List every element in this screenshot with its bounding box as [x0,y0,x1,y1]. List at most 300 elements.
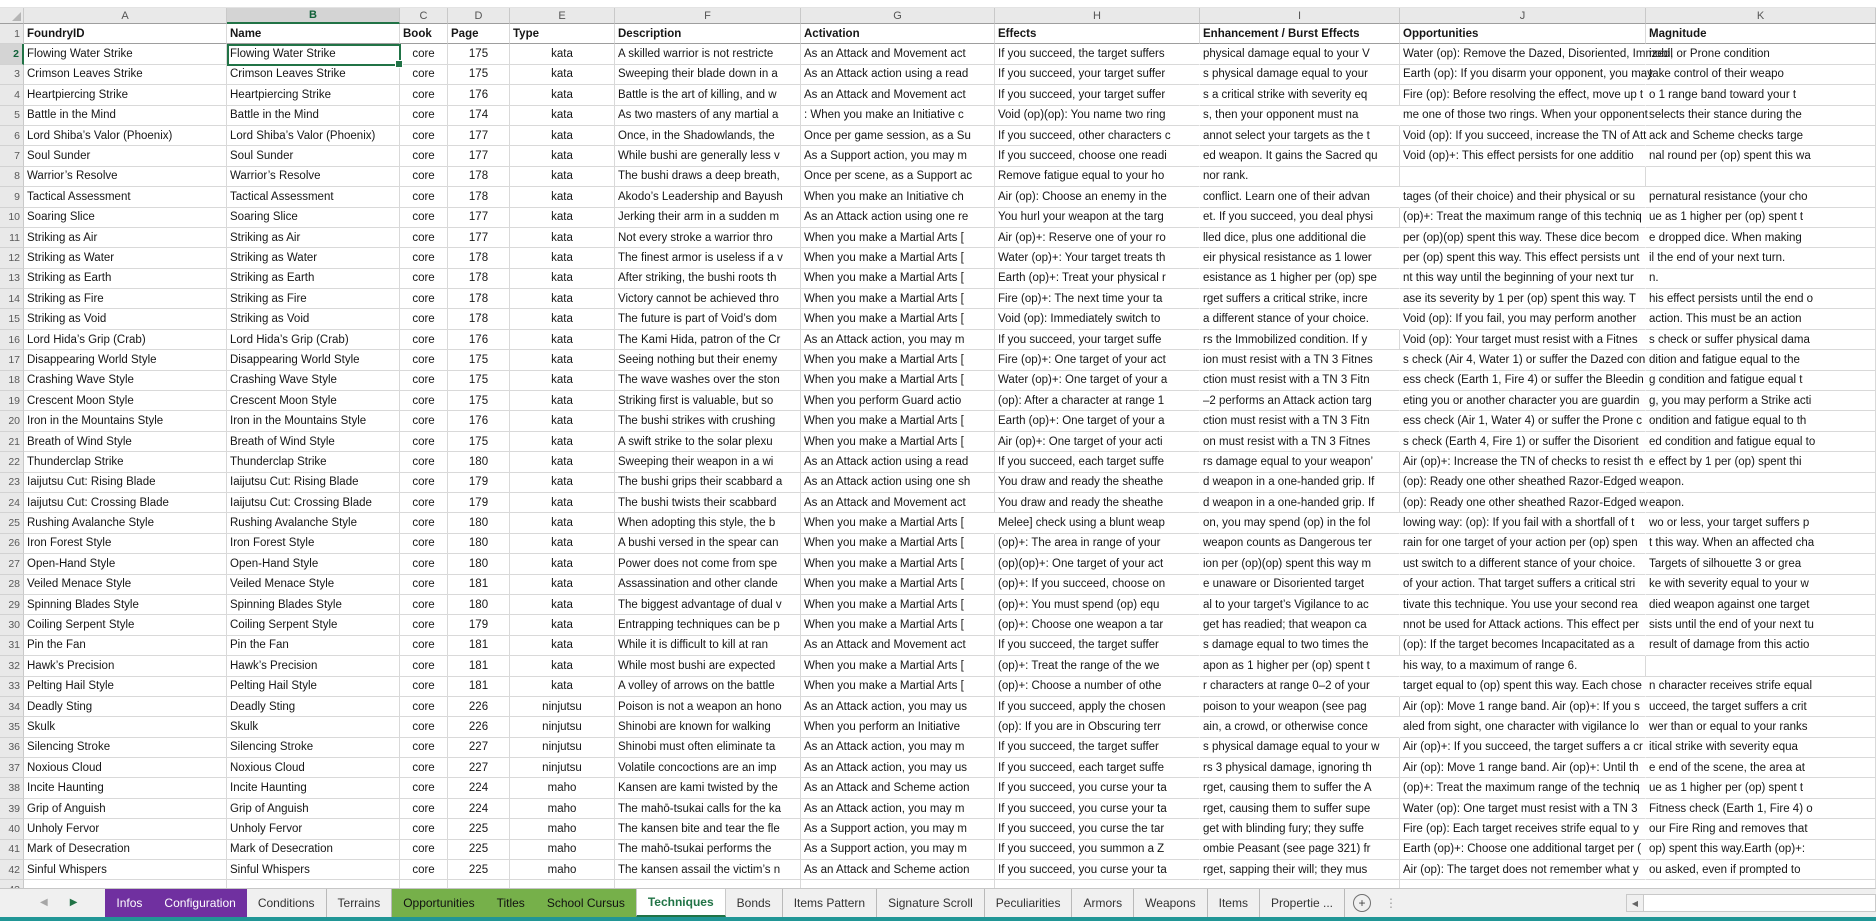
cell-D8[interactable]: 178 [448,167,510,187]
cell-D19[interactable]: 175 [448,391,510,411]
cell-H3[interactable]: If you succeed, your target suffer [995,65,1200,85]
cell-K8[interactable] [1646,167,1876,187]
cell-E37[interactable]: ninjutsu [510,758,615,778]
cell-J23[interactable]: (op): Ready one other sheathed Razor-Edged w [1400,473,1646,493]
cell-C41[interactable]: core [400,840,448,860]
cell-E5[interactable]: kata [510,106,615,126]
cell-D34[interactable]: 226 [448,697,510,717]
cell-I12[interactable]: eir physical resistance as 1 lower [1200,248,1400,268]
row-header-1[interactable]: 1 [0,24,24,44]
cell-H39[interactable]: If you succeed, you curse your ta [995,799,1200,819]
cell-K3[interactable]: take control of their weapo [1646,65,1876,85]
cell-D23[interactable]: 179 [448,473,510,493]
cell-A5[interactable]: Battle in the Mind [24,106,227,126]
cell-D13[interactable]: 178 [448,269,510,289]
column-header-J[interactable]: J [1400,8,1646,24]
sheet-tab-peculiarities[interactable]: Peculiarities [985,889,1073,917]
cell-G37[interactable]: As an Attack action, you may us [801,758,995,778]
sheet-tab-armors[interactable]: Armors [1072,889,1134,917]
cell-G38[interactable]: As an Attack and Scheme action [801,778,995,798]
cell-J16[interactable]: Void (op): Your target must resist with a Fitnes [1400,330,1646,350]
cell-C33[interactable]: core [400,677,448,697]
cell-J1[interactable]: Opportunities [1400,24,1646,44]
cell-J30[interactable]: nnot be used for Attack actions. This effect per [1400,615,1646,635]
cell-F1[interactable]: Description [615,24,801,44]
cell-I23[interactable]: d weapon in a one-handed grip. If [1200,473,1400,493]
cell-B19[interactable]: Crescent Moon Style [227,391,400,411]
cell-G9[interactable]: When you make an Initiative ch [801,187,995,207]
sheet-tab-school-cursus[interactable]: School Cursus [536,889,636,917]
cell-G4[interactable]: As an Attack and Movement act [801,85,995,105]
cell-K20[interactable]: ondition and fatigue equal to th [1646,411,1876,431]
cell-K26[interactable]: t this way. When an affected cha [1646,534,1876,554]
cell-K42[interactable]: ou asked, even if prompted to [1646,860,1876,880]
cell-J34[interactable]: Air (op): Move 1 range band. Air (op)+: If you s [1400,697,1646,717]
cell-G3[interactable]: As an Attack action using a read [801,65,995,85]
cell-K38[interactable]: ue as 1 higher per (op) spent t [1646,778,1876,798]
cell-I24[interactable]: d weapon in a one-handed grip. If [1200,493,1400,513]
cell-K29[interactable]: died weapon against one target [1646,595,1876,615]
cell-F22[interactable]: Sweeping their weapon in a wi [615,452,801,472]
cell-H35[interactable]: (op): If you are in Obscuring terr [995,717,1200,737]
cell-K12[interactable]: il the end of your next turn. [1646,248,1876,268]
row-header-11[interactable]: 11 [0,228,24,248]
cell-H14[interactable]: Fire (op)+: The next time your ta [995,289,1200,309]
cell-D22[interactable]: 180 [448,452,510,472]
cell-B35[interactable]: Skulk [227,717,400,737]
cell-C39[interactable]: core [400,799,448,819]
cell-E25[interactable]: kata [510,513,615,533]
cell-B4[interactable]: Heartpiercing Strike [227,85,400,105]
cell-D30[interactable]: 179 [448,615,510,635]
cell-C12[interactable]: core [400,248,448,268]
cell-A13[interactable]: Striking as Earth [24,269,227,289]
cell-J29[interactable]: tivate this technique. You use your second rea [1400,595,1646,615]
cell-F39[interactable]: The mahō-tsukai calls for the ka [615,799,801,819]
cell-G16[interactable]: As an Attack action, you may m [801,330,995,350]
cell-F34[interactable]: Poison is not a weapon an hono [615,697,801,717]
cell-F9[interactable]: Akodo’s Leadership and Bayush [615,187,801,207]
cell-G34[interactable]: As an Attack action, you may us [801,697,995,717]
cell-H37[interactable]: If you succeed, each target suffe [995,758,1200,778]
column-header-K[interactable]: K [1646,8,1876,24]
cell-D26[interactable]: 180 [448,534,510,554]
cell-B41[interactable]: Mark of Desecration [227,840,400,860]
cell-E4[interactable]: kata [510,85,615,105]
cell-D32[interactable]: 181 [448,656,510,676]
row-header-4[interactable]: 4 [0,85,24,105]
cell-J38[interactable]: (op)+: Treat the maximum range of the techniq [1400,778,1646,798]
cell-G7[interactable]: As a Support action, you may m [801,146,995,166]
cell-H42[interactable]: If you succeed, you curse your ta [995,860,1200,880]
cell-C32[interactable]: core [400,656,448,676]
row-header-3[interactable]: 3 [0,65,24,85]
row-header-26[interactable]: 26 [0,534,24,554]
cell-A33[interactable]: Pelting Hail Style [24,677,227,697]
cell-J11[interactable]: per (op)(op) spent this way. These dice becom [1400,228,1646,248]
cell-J37[interactable]: Air (op): Move 1 range band. Air (op)+: Until th [1400,758,1646,778]
cell-B16[interactable]: Lord Hida’s Grip (Crab) [227,330,400,350]
cell-D29[interactable]: 180 [448,595,510,615]
cell-E18[interactable]: kata [510,371,615,391]
cell-I38[interactable]: rget, causing them to suffer the A [1200,778,1400,798]
cell-B15[interactable]: Striking as Void [227,309,400,329]
cell-F4[interactable]: Battle is the art of killing, and w [615,85,801,105]
column-header-A[interactable]: A [24,8,227,24]
cell-I14[interactable]: rget suffers a critical strike, incre [1200,289,1400,309]
cell-K37[interactable]: e end of the scene, the area at [1646,758,1876,778]
cell-A39[interactable]: Grip of Anguish [24,799,227,819]
cell-J33[interactable]: target equal to (op) spent this way. Each chose [1400,677,1646,697]
cell-F6[interactable]: Once, in the Shadowlands, the [615,126,801,146]
cell-C16[interactable]: core [400,330,448,350]
cell-A6[interactable]: Lord Shiba’s Valor (Phoenix) [24,126,227,146]
row-header-31[interactable]: 31 [0,636,24,656]
cell-B10[interactable]: Soaring Slice [227,208,400,228]
cell-B36[interactable]: Silencing Stroke [227,738,400,758]
cell-J15[interactable]: Void (op): If you fail, you may perform another [1400,309,1646,329]
cell-B5[interactable]: Battle in the Mind [227,106,400,126]
cell-J8[interactable] [1400,167,1646,187]
row-header-13[interactable]: 13 [0,269,24,289]
row-header-30[interactable]: 30 [0,615,24,635]
cell-E11[interactable]: kata [510,228,615,248]
cell-D28[interactable]: 181 [448,575,510,595]
cell-I30[interactable]: get has readied; that weapon ca [1200,615,1400,635]
cell-G21[interactable]: When you make a Martial Arts [ [801,432,995,452]
cell-E2[interactable]: kata [510,44,615,64]
row-header-5[interactable]: 5 [0,106,24,126]
cell-F29[interactable]: The biggest advantage of dual v [615,595,801,615]
cell-J22[interactable]: Air (op)+: Increase the TN of checks to resist th [1400,452,1646,472]
cell-H34[interactable]: If you succeed, apply the chosen [995,697,1200,717]
cell-D10[interactable]: 177 [448,208,510,228]
cell-A7[interactable]: Soul Sunder [24,146,227,166]
cell-E17[interactable]: kata [510,350,615,370]
cell-C22[interactable]: core [400,452,448,472]
cell-I26[interactable]: weapon counts as Dangerous ter [1200,534,1400,554]
cell-C21[interactable]: core [400,432,448,452]
cell-I11[interactable]: lled dice, plus one additional die [1200,228,1400,248]
cell-I15[interactable]: a different stance of your choice. [1200,309,1400,329]
cell-F11[interactable]: Not every stroke a warrior thro [615,228,801,248]
row-header-36[interactable]: 36 [0,738,24,758]
cell-D11[interactable]: 177 [448,228,510,248]
cell-D21[interactable]: 175 [448,432,510,452]
column-header-H[interactable]: H [995,8,1200,24]
row-header-8[interactable]: 8 [0,167,24,187]
cell-A2[interactable]: Flowing Water Strike [24,44,227,64]
cell-G29[interactable]: When you make a Martial Arts [ [801,595,995,615]
cell-D6[interactable]: 177 [448,126,510,146]
cell-C29[interactable]: core [400,595,448,615]
column-header-I[interactable]: I [1200,8,1400,24]
cell-K39[interactable]: Fitness check (Earth 1, Fire 4) o [1646,799,1876,819]
row-header-29[interactable]: 29 [0,595,24,615]
cell-D42[interactable]: 225 [448,860,510,880]
cell-K30[interactable]: sists until the end of your next tu [1646,615,1876,635]
cell-C42[interactable]: core [400,860,448,880]
cell-I41[interactable]: ombie Peasant (see page 321) fr [1200,840,1400,860]
cell-C5[interactable]: core [400,106,448,126]
cell-I13[interactable]: esistance as 1 higher per (op) spe [1200,269,1400,289]
cell-G26[interactable]: When you make a Martial Arts [ [801,534,995,554]
cell-C34[interactable]: core [400,697,448,717]
cell-I20[interactable]: ction must resist with a TN 3 Fitn [1200,411,1400,431]
cell-K28[interactable]: ke with severity equal to your w [1646,575,1876,595]
cell-K35[interactable]: wer than or equal to your ranks [1646,717,1876,737]
cell-C7[interactable]: core [400,146,448,166]
cell-I39[interactable]: rget, causing them to suffer supe [1200,799,1400,819]
cell-C25[interactable]: core [400,513,448,533]
cell-B33[interactable]: Pelting Hail Style [227,677,400,697]
column-header-B[interactable]: B [227,8,400,24]
cell-B28[interactable]: Veiled Menace Style [227,575,400,595]
cell-E33[interactable]: kata [510,677,615,697]
cell-A25[interactable]: Rushing Avalanche Style [24,513,227,533]
scrollbar-track[interactable] [1644,894,1876,912]
row-header-22[interactable]: 22 [0,452,24,472]
row-header-6[interactable]: 6 [0,126,24,146]
cell-F3[interactable]: Sweeping their blade down in a [615,65,801,85]
cell-F36[interactable]: Shinobi must often eliminate ta [615,738,801,758]
cell-E35[interactable]: ninjutsu [510,717,615,737]
cell-K17[interactable]: dition and fatigue equal to the [1646,350,1876,370]
cell-B14[interactable]: Striking as Fire [227,289,400,309]
cell-E36[interactable]: ninjutsu [510,738,615,758]
sheet-tab-infos[interactable]: Infos [105,889,153,917]
cell-C36[interactable]: core [400,738,448,758]
cell-E19[interactable]: kata [510,391,615,411]
cell-K22[interactable]: e effect by 1 per (op) spent thi [1646,452,1876,472]
cell-D39[interactable]: 224 [448,799,510,819]
row-header-38[interactable]: 38 [0,778,24,798]
sheet-tab-configuration[interactable]: Configuration [153,889,246,917]
cell-F19[interactable]: Striking first is valuable, but so [615,391,801,411]
cell-K5[interactable]: selects their stance during the [1646,106,1876,126]
cell-J9[interactable]: tages (of their choice) and their physical or su [1400,187,1646,207]
cell-J3[interactable]: Earth (op): If you disarm your opponent, you may [1400,65,1646,85]
cell-B32[interactable]: Hawk’s Precision [227,656,400,676]
cell-A4[interactable]: Heartpiercing Strike [24,85,227,105]
sheet-tab-weapons[interactable]: Weapons [1134,889,1207,917]
sheet-tab-terrains[interactable]: Terrains [327,889,393,917]
cell-E27[interactable]: kata [510,554,615,574]
cell-B39[interactable]: Grip of Anguish [227,799,400,819]
cell-J13[interactable]: nt this way until the beginning of your next tur [1400,269,1646,289]
column-header-E[interactable]: E [510,8,615,24]
cell-I37[interactable]: rs 3 physical damage, ignoring th [1200,758,1400,778]
cell-B17[interactable]: Disappearing World Style [227,350,400,370]
cell-B6[interactable]: Lord Shiba’s Valor (Phoenix) [227,126,400,146]
cell-K40[interactable]: our Fire Ring and removes that [1646,819,1876,839]
cell-G24[interactable]: As an Attack and Movement act [801,493,995,513]
cell-J20[interactable]: ess check (Air 1, Water 4) or suffer the Prone c [1400,411,1646,431]
cell-G11[interactable]: When you make a Martial Arts [ [801,228,995,248]
cell-D7[interactable]: 177 [448,146,510,166]
cell-F8[interactable]: The bushi draws a deep breath, [615,167,801,187]
cell-H11[interactable]: Air (op)+: Reserve one of your ro [995,228,1200,248]
cell-E3[interactable]: kata [510,65,615,85]
cell-C14[interactable]: core [400,289,448,309]
cell-E39[interactable]: maho [510,799,615,819]
cell-J28[interactable]: of your action. That target suffers a critical stri [1400,575,1646,595]
cell-A20[interactable]: Iron in the Mountains Style [24,411,227,431]
cell-H9[interactable]: Air (op): Choose an enemy in the [995,187,1200,207]
cell-G1[interactable]: Activation [801,24,995,44]
cell-K33[interactable]: n character receives strife equal [1646,677,1876,697]
cell-A35[interactable]: Skulk [24,717,227,737]
cell-H18[interactable]: Water (op)+: One target of your a [995,371,1200,391]
row-header-18[interactable]: 18 [0,371,24,391]
cell-F26[interactable]: A bushi versed in the spear can [615,534,801,554]
cell-C38[interactable]: core [400,778,448,798]
cell-G35[interactable]: When you perform an Initiative [801,717,995,737]
cell-J31[interactable]: (op): If the target becomes Incapacitated as a [1400,636,1646,656]
cell-H33[interactable]: (op)+: Choose a number of othe [995,677,1200,697]
cell-J19[interactable]: eting you or another character you are guardin [1400,391,1646,411]
cell-G23[interactable]: As an Attack action using one sh [801,473,995,493]
column-header-C[interactable]: C [400,8,448,24]
cell-K41[interactable]: op) spent this way.Earth (op)+: [1646,840,1876,860]
cell-A29[interactable]: Spinning Blades Style [24,595,227,615]
cell-E20[interactable]: kata [510,411,615,431]
cell-F31[interactable]: While it is difficult to kill at ran [615,636,801,656]
cell-E23[interactable]: kata [510,473,615,493]
cell-G5[interactable]: : When you make an Initiative c [801,106,995,126]
cell-B22[interactable]: Thunderclap Strike [227,452,400,472]
cell-D9[interactable]: 178 [448,187,510,207]
row-header-20[interactable]: 20 [0,411,24,431]
cell-J4[interactable]: Fire (op): Before resolving the effect, move up t [1400,85,1646,105]
cell-B40[interactable]: Unholy Fervor [227,819,400,839]
cell-H20[interactable]: Earth (op)+: One target of your a [995,411,1200,431]
cell-I7[interactable]: ed weapon. It gains the Sacred qu [1200,146,1400,166]
cell-K2[interactable]: ized, or Prone condition [1646,44,1876,64]
cell-I17[interactable]: ion must resist with a TN 3 Fitnes [1200,350,1400,370]
cell-I2[interactable]: physical damage equal to your V [1200,44,1400,64]
cell-G19[interactable]: When you perform Guard actio [801,391,995,411]
cell-D2[interactable]: 175 [448,44,510,64]
cell-B24[interactable]: Iaijutsu Cut: Crossing Blade [227,493,400,513]
cell-B34[interactable]: Deadly Sting [227,697,400,717]
cell-G40[interactable]: As a Support action, you may m [801,819,995,839]
cell-D16[interactable]: 176 [448,330,510,350]
cell-J5[interactable]: me one of those two rings. When your opponent [1400,106,1646,126]
cell-H10[interactable]: You hurl your weapon at the targ [995,208,1200,228]
cell-J7[interactable]: Void (op)+: This effect persists for one additio [1400,146,1646,166]
cell-H29[interactable]: (op)+: You must spend (op) equ [995,595,1200,615]
cell-H21[interactable]: Air (op)+: One target of your acti [995,432,1200,452]
column-header-F[interactable]: F [615,8,801,24]
cell-G42[interactable]: As an Attack and Scheme action [801,860,995,880]
cell-F37[interactable]: Volatile concoctions are an imp [615,758,801,778]
cell-A11[interactable]: Striking as Air [24,228,227,248]
cell-E29[interactable]: kata [510,595,615,615]
cell-I40[interactable]: get with blinding fury; they suffe [1200,819,1400,839]
row-header-33[interactable]: 33 [0,677,24,697]
cell-A9[interactable]: Tactical Assessment [24,187,227,207]
cell-J42[interactable]: Air (op): The target does not remember what y [1400,860,1646,880]
cell-J17[interactable]: s check (Air 4, Water 1) or suffer the Dazed con [1400,350,1646,370]
cell-G32[interactable]: When you make a Martial Arts [ [801,656,995,676]
cell-G10[interactable]: As an Attack action using one re [801,208,995,228]
cell-E6[interactable]: kata [510,126,615,146]
cell-I3[interactable]: s physical damage equal to your [1200,65,1400,85]
cell-A30[interactable]: Coiling Serpent Style [24,615,227,635]
cell-B21[interactable]: Breath of Wind Style [227,432,400,452]
cell-D40[interactable]: 225 [448,819,510,839]
row-header-21[interactable]: 21 [0,432,24,452]
sheet-tab-items[interactable]: Items [1208,889,1260,917]
cell-C40[interactable]: core [400,819,448,839]
cell-J24[interactable]: (op): Ready one other sheathed Razor-Edged w [1400,493,1646,513]
row-header-17[interactable]: 17 [0,350,24,370]
add-sheet-button[interactable]: + [1353,894,1371,912]
cell-C28[interactable]: core [400,575,448,595]
column-header-G[interactable]: G [801,8,995,24]
cell-J18[interactable]: ess check (Earth 1, Fire 4) or suffer the Bleedin [1400,371,1646,391]
row-header-34[interactable]: 34 [0,697,24,717]
cell-A18[interactable]: Crashing Wave Style [24,371,227,391]
cell-K11[interactable]: e dropped dice. When making [1646,228,1876,248]
row-header-41[interactable]: 41 [0,840,24,860]
cell-J35[interactable]: aled from sight, one character with vigilance lo [1400,717,1646,737]
cell-C35[interactable]: core [400,717,448,737]
cell-K10[interactable]: ue as 1 higher per (op) spent t [1646,208,1876,228]
cell-F33[interactable]: A volley of arrows on the battle [615,677,801,697]
cell-H6[interactable]: If you succeed, other characters c [995,126,1200,146]
cell-I6[interactable]: annot select your targets as the t [1200,126,1400,146]
row-header-7[interactable]: 7 [0,146,24,166]
cell-H28[interactable]: (op)+: If you succeed, choose on [995,575,1200,595]
row-header-28[interactable]: 28 [0,575,24,595]
cell-H31[interactable]: If you succeed, the target suffer [995,636,1200,656]
cell-E21[interactable]: kata [510,432,615,452]
cell-E10[interactable]: kata [510,208,615,228]
cell-C15[interactable]: core [400,309,448,329]
row-header-24[interactable]: 24 [0,493,24,513]
cell-F24[interactable]: The bushi twists their scabbard [615,493,801,513]
cell-A21[interactable]: Breath of Wind Style [24,432,227,452]
cell-H7[interactable]: If you succeed, choose one readi [995,146,1200,166]
cell-C9[interactable]: core [400,187,448,207]
cell-I16[interactable]: rs the Immobilized condition. If y [1200,330,1400,350]
cell-K25[interactable]: wo or less, your target suffers p [1646,513,1876,533]
cell-C11[interactable]: core [400,228,448,248]
row-header-37[interactable]: 37 [0,758,24,778]
cell-I25[interactable]: on, you may spend (op) in the fol [1200,513,1400,533]
cell-E24[interactable]: kata [510,493,615,513]
cell-K16[interactable]: s check or suffer physical dama [1646,330,1876,350]
horizontal-scrollbar[interactable] [1626,889,1876,917]
cell-K32[interactable] [1646,656,1876,676]
cell-K6[interactable]: ack and Scheme checks targe [1646,126,1876,146]
cell-G14[interactable]: When you make a Martial Arts [ [801,289,995,309]
cell-C31[interactable]: core [400,636,448,656]
cell-G28[interactable]: When you make a Martial Arts [ [801,575,995,595]
cell-B9[interactable]: Tactical Assessment [227,187,400,207]
row-header-35[interactable]: 35 [0,717,24,737]
cell-D4[interactable]: 176 [448,85,510,105]
cell-E14[interactable]: kata [510,289,615,309]
scrollbar-left-arrow-icon[interactable]: ◀ [1626,894,1644,912]
cell-H40[interactable]: If you succeed, you curse the tar [995,819,1200,839]
cell-F41[interactable]: The mahō-tsukai performs the [615,840,801,860]
cell-C19[interactable]: core [400,391,448,411]
cell-I42[interactable]: rget, sapping their will; they mus [1200,860,1400,880]
cell-G20[interactable]: When you make a Martial Arts [ [801,411,995,431]
